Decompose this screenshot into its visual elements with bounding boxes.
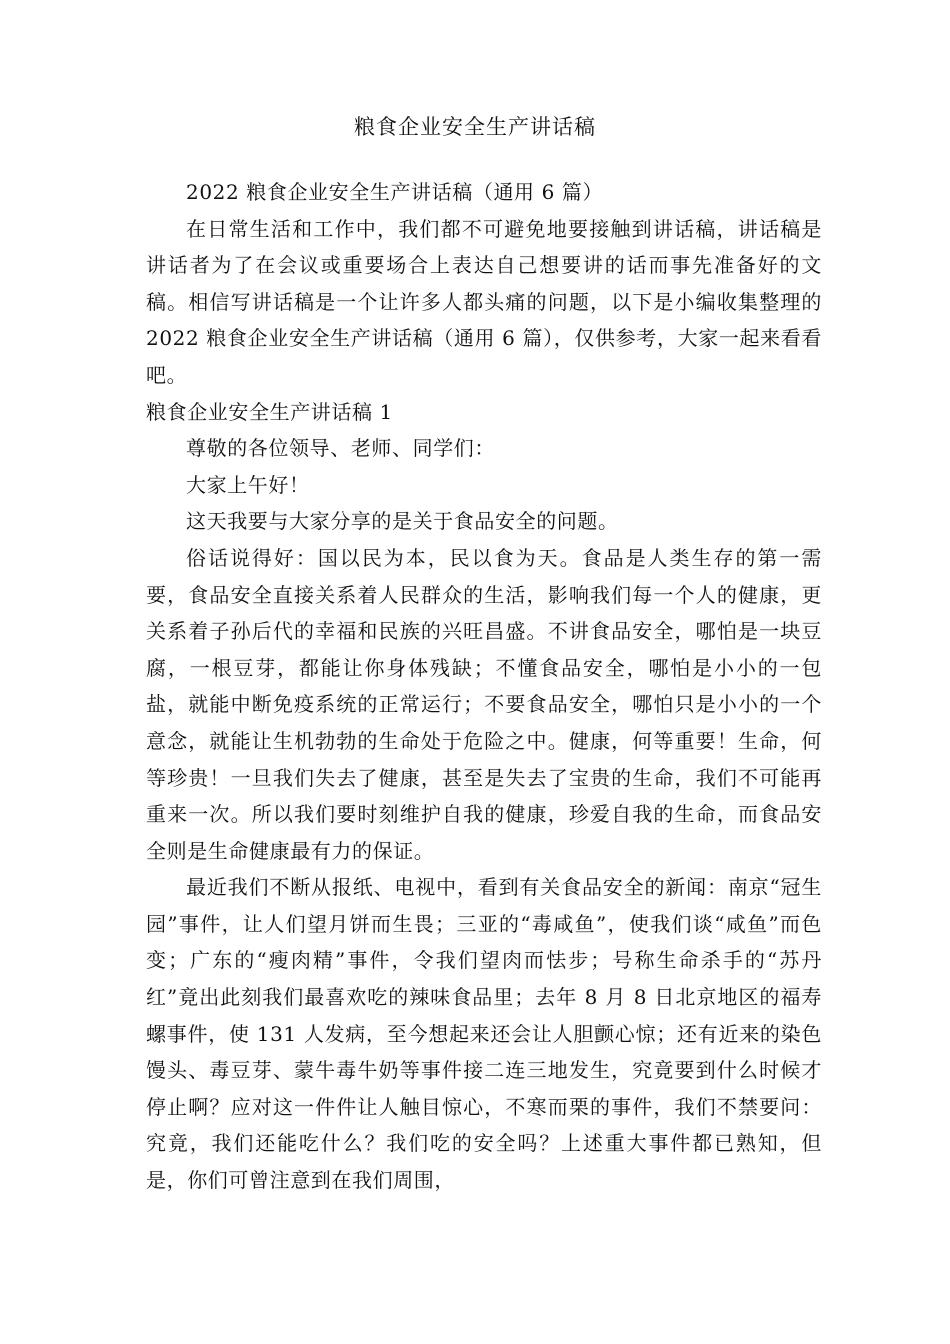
body-paragraph: 俗话说得好：国以民为本，民以食为天。食品是人类生存的第一需要，食品安全直接关系着人民群众的生活，影响我们每一个人的健康，更关系着子孙后代的幸福和民族的兴旺昌盛。不讲食品安全，哪怕是一块豆腐，一根豆芽，都能让你身体残缺；不懂食品安全，哪怕是小小的一包盐，就能中断免疫系统的正常运行；不要食品安全，哪怕只是小小的一个意念，就能让生机勃勃的生命处于危险之中。健康，何等重要！生命，何等珍贵！一旦我们失去了健康，甚至是失去了宝贵的生命，我们不可能再重来一次。所以我们要时刻维护自我的健康，珍爱自我的生命，而食品安全则是生命健康最有力的保证。 [146,545,822,863]
salutation-paragraph: 尊敬的各位领导、老师、同学们： [186,436,495,461]
body-paragraph: 最近我们不断从报纸、电视中，看到有关食品安全的新闻：南京“冠生园”事件，让人们望月饼而生畏；三亚的“毒咸鱼”，使我们谈“咸鱼”而色变；广东的“瘦肉精”事件，令我们望肉而怯步；号称生命杀手的“苏丹红”竟出此刻我们最喜欢吃的辣味食品里；去年 8 月 8 日北京地区的福寿螺事件，使 131 人发病，至今想起来还会让人胆颤心惊；还有近来的染色馒头、毒豆芽、蒙牛毒牛奶等事件接二连三地发生，究竟要到什么时候才停止啊？应对这一件件让人触目惊心，不寒而栗的事件，我们不禁要问：究竟，我们还能吃什么？我们吃的安全吗？上述重大事件都已熟知，但是，你们可曾注意到在我们周围， [146,875,822,1193]
document-title: 粮食企业安全生产讲话稿 [354,115,596,139]
subtitle-paragraph: 2022 粮食企业安全生产讲话稿（通用 6 篇） [186,180,604,204]
greeting-paragraph: 大家上午好！ [186,472,310,497]
section-heading: 粮食企业安全生产讲话稿 1 [146,399,393,424]
intro-paragraph: 在日常生活和工作中，我们都不可避免地要接触到讲话稿，讲话稿是讲话者为了在会议或重要场合上表达自己想要讲的话而事先准备好的文稿。相信写讲话稿是一个让许多人都头痛的问题，以下是小编收集整理的 2022 粮食企业安全生产讲话稿（通用 6 篇），仅供参考，大家一起来看看吧。 [146,216,822,387]
topic-paragraph: 这天我要与大家分享的是关于食品安全的问题。 [186,509,619,534]
document-body [146,174,822,1199]
